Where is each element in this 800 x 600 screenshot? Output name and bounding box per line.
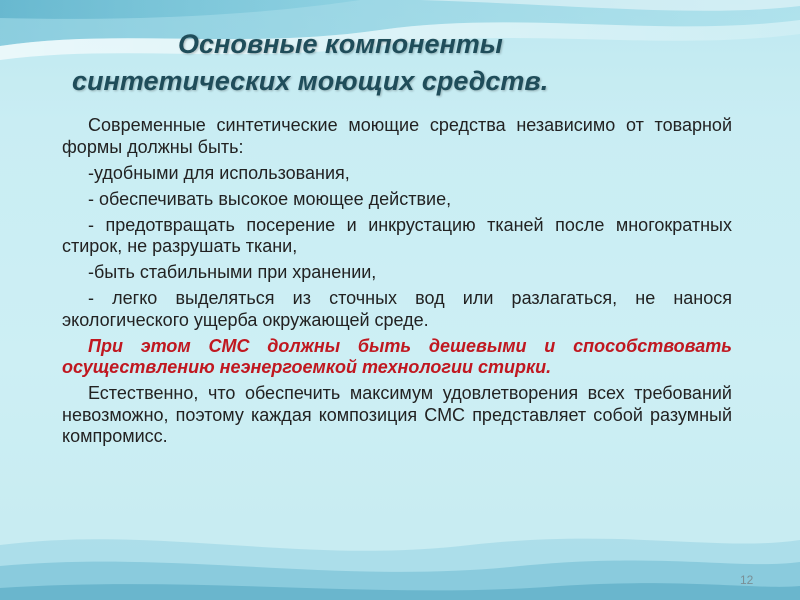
- list-item-washing-action: - обеспечивать высокое моющее действие,: [88, 188, 452, 209]
- list-item-fabric-protection: - предотвращать посерение и инкрустацию тканей после многократных стирок, не разрушать ткани,: [62, 214, 732, 256]
- list-item-convenient: -удобными для использования,: [88, 162, 350, 183]
- slide-title-line-2: синтетических моющих средств.: [72, 66, 549, 96]
- list-item-storage-stability: -быть стабильными при хранении,: [88, 262, 377, 282]
- slide-body: [62, 115, 732, 452]
- paragraph-intro: Современные синтетические моющие средства независимо от товарной формы должны быть:: [62, 115, 732, 157]
- emphasis-paragraph: При этом СМС должны быть дешевыми и способствовать осуществлению неэнергоемкой технологии стирки.: [62, 335, 732, 377]
- slide-title-line-1: Основные компоненты: [178, 29, 503, 59]
- list-item-ecology: - легко выделяться из сточных вод или разлагаться, не нанося экологического ущерба окружающей среде.: [62, 288, 732, 330]
- paragraph-conclusion: Естественно, что обеспечить максимум удовлетворения всех требований невозможно, поэтому каждая композиция СМС представляет собой разумный компромисс.: [62, 383, 732, 446]
- slide-title: [60, 26, 700, 100]
- slide-number: 12: [740, 573, 754, 587]
